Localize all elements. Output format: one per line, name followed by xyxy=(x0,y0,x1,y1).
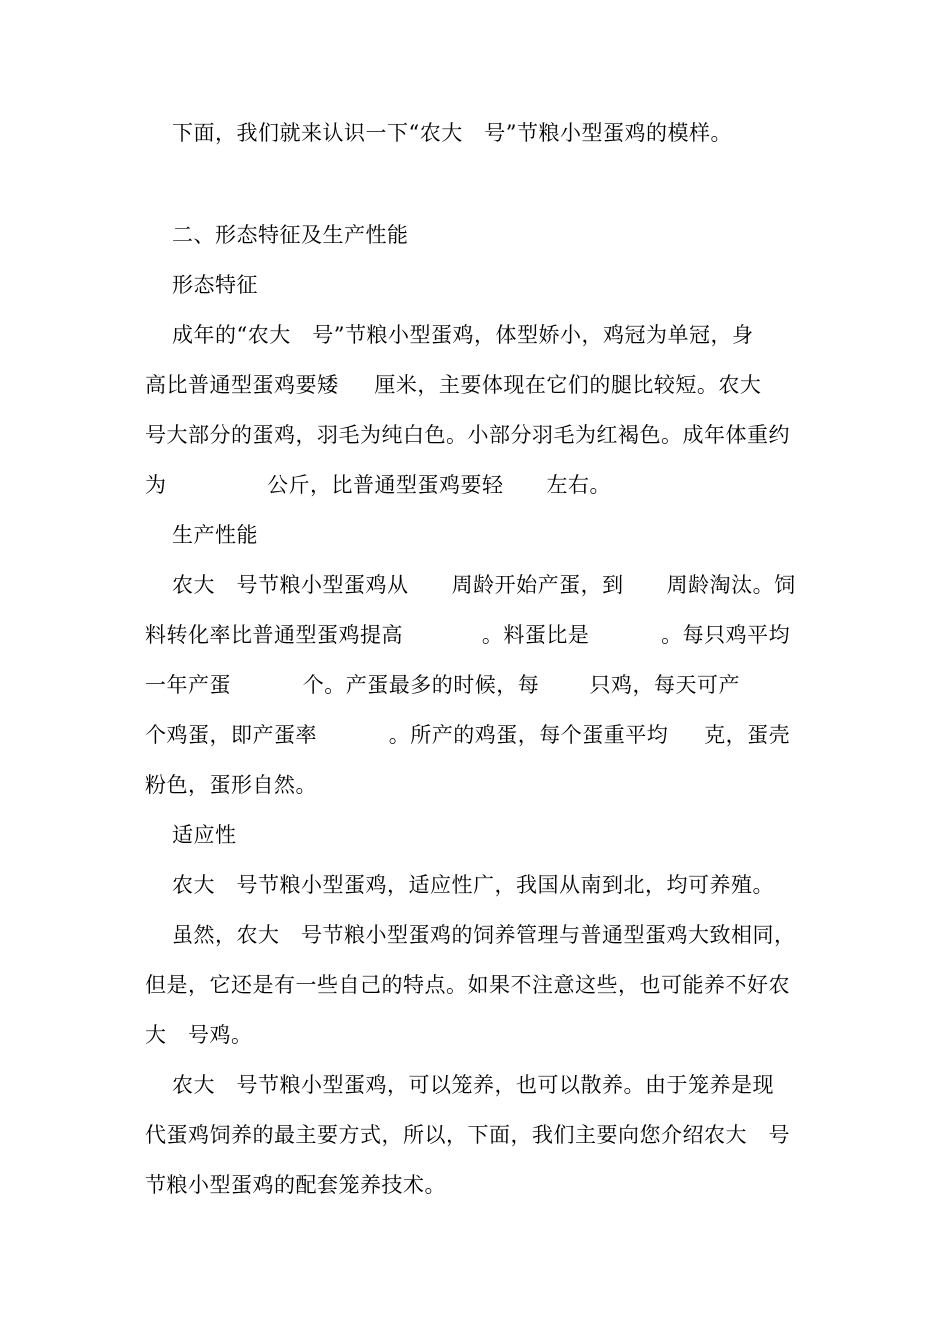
intro-paragraph: 下面，我们就来认识一下“农大 号”节粮小型蛋鸡的模样。 xyxy=(172,121,732,145)
management-paragraph-line: 但是，它还是有一些自己的特点。如果不注意这些，也可能养不好农 xyxy=(145,973,790,997)
management-paragraph-line: 虽然，农大 号节粮小型蛋鸡的饲养管理与普通型蛋鸡大致相同， xyxy=(172,923,796,947)
production-paragraph-line: 农大 号节粮小型蛋鸡从 周龄开始产蛋，到 周龄淘汰。饲 xyxy=(172,573,796,597)
production-paragraph-line: 料转化率比普通型蛋鸡提高 。料蛋比是 。每只鸡平均 xyxy=(145,623,791,647)
production-paragraph-line: 一年产蛋 个。产蛋最多的时候，每 只鸡，每天可产 xyxy=(145,673,740,697)
morphology-paragraph-line: 号大部分的蛋鸡，羽毛为纯白色。小部分羽毛为红褐色。成年体重约 xyxy=(145,423,790,447)
subheading-production: 生产性能 xyxy=(172,523,258,547)
cage-paragraph-line: 农大 号节粮小型蛋鸡，可以笼养，也可以散养。由于笼养是现 xyxy=(172,1073,775,1097)
adaptability-paragraph: 农大 号节粮小型蛋鸡，适应性广，我国从南到北，均可养殖。 xyxy=(172,873,775,897)
morphology-paragraph-line: 高比普通型蛋鸡要矮 厘米，主要体现在它们的腿比较短。农大 xyxy=(145,373,762,397)
morphology-paragraph-line: 为 公斤，比普通型蛋鸡要轻 左右。 xyxy=(145,473,612,497)
subheading-morphology: 形态特征 xyxy=(172,273,258,297)
subheading-adaptability: 适应性 xyxy=(172,823,237,847)
production-paragraph-line: 粉色，蛋形自然。 xyxy=(145,773,317,797)
morphology-paragraph-line: 成年的“农大 号”节粮小型蛋鸡，体型娇小，鸡冠为单冠，身 xyxy=(172,323,754,347)
management-paragraph-line: 大 号鸡。 xyxy=(145,1023,253,1047)
section-heading: 二、形态特征及生产性能 xyxy=(172,223,409,247)
cage-paragraph-line: 代蛋鸡饲养的最主要方式，所以，下面，我们主要向您介绍农大 号 xyxy=(145,1123,791,1147)
production-paragraph-line: 个鸡蛋，即产蛋率 。所产的鸡蛋，每个蛋重平均 克，蛋壳 xyxy=(145,723,791,747)
cage-paragraph-line: 节粮小型蛋鸡的配套笼养技术。 xyxy=(145,1173,446,1197)
